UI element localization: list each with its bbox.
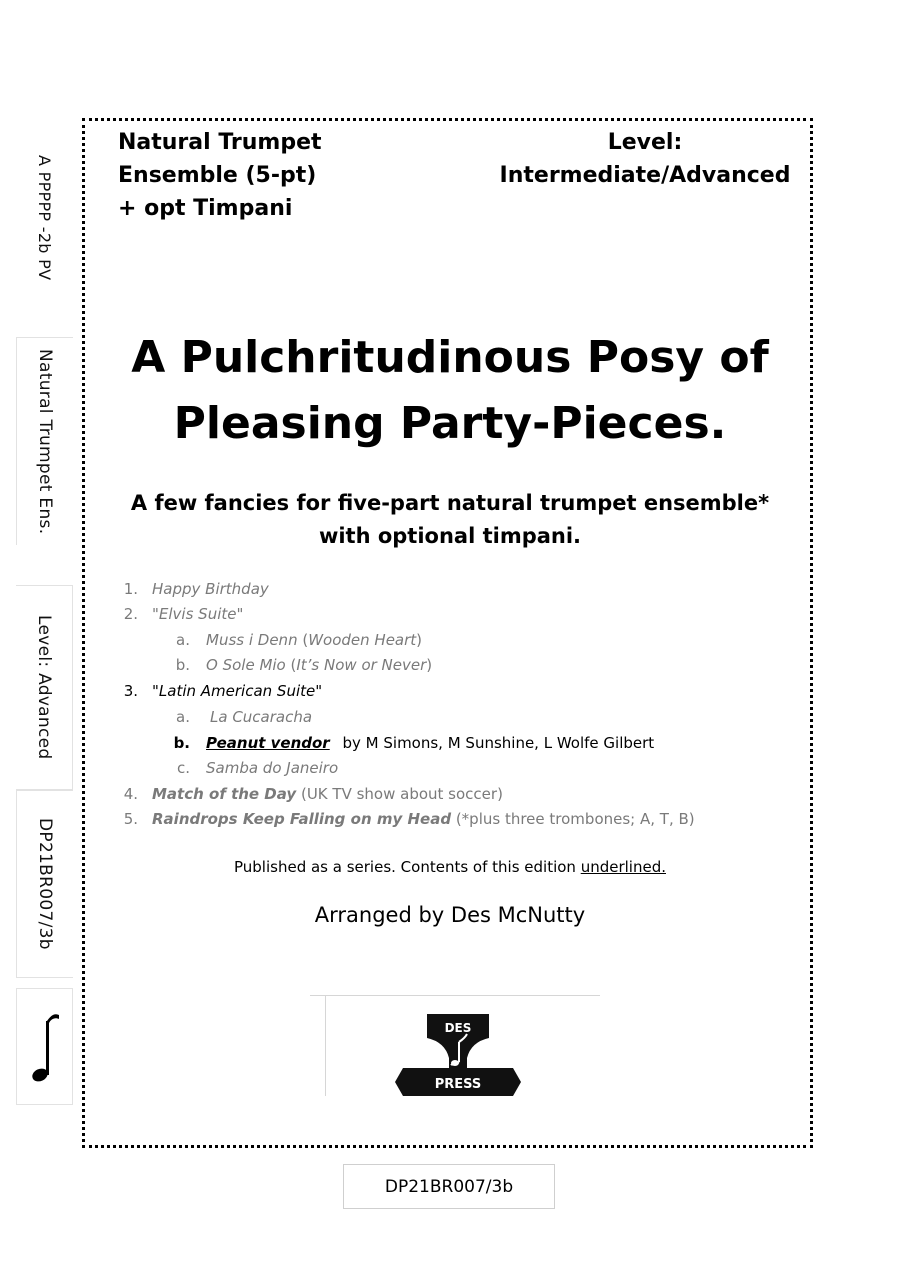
spine-level-text: Level: Advanced xyxy=(34,615,54,760)
list-number: a. xyxy=(176,631,190,649)
list-title: Match of the Day xyxy=(152,785,297,803)
title-line: A Pulchritudinous Posy of xyxy=(131,332,769,383)
list-paren: ( xyxy=(297,631,309,649)
list-number: b. xyxy=(173,734,190,752)
list-title: "Elvis Suite" xyxy=(152,605,244,623)
published-underlined: underlined. xyxy=(580,858,666,876)
title-line: Pleasing Party-Pieces. xyxy=(173,398,727,449)
list-alt-title: Wooden Heart xyxy=(308,631,417,649)
published-note xyxy=(100,858,800,876)
list-credit: by M Simons, M Sunshine, L Wolfe Gilbert xyxy=(342,734,655,752)
list-number: c. xyxy=(176,759,190,777)
list-title: Happy Birthday xyxy=(152,580,269,598)
subtitle xyxy=(100,487,800,553)
list-title: La Cucaracha xyxy=(210,708,313,726)
list-number: 2. xyxy=(123,605,138,623)
cover-frame xyxy=(82,118,813,1148)
arranger-credit: Arranged by Des McNutty xyxy=(314,903,586,927)
subtitle-line: with optional timpani. xyxy=(318,524,582,548)
list-title: Samba do Janeiro xyxy=(206,759,339,777)
logo-top-word: DES xyxy=(444,1021,472,1035)
page-title xyxy=(100,325,800,457)
spine-catalogue xyxy=(16,118,73,318)
divider xyxy=(310,995,600,996)
list-note: (*plus three trombones; A, T, B) xyxy=(451,810,695,828)
spine-catalogue-text: A PPPPP -2b PV xyxy=(35,155,54,281)
list-title: Muss i Denn xyxy=(206,631,298,649)
spine-ensemble-text: Natural Trumpet Ens. xyxy=(35,348,55,535)
level-line: Level: xyxy=(607,130,683,155)
instrumentation-line: + opt Timpani xyxy=(118,196,293,221)
spine-code-text: DP21BR007/3b xyxy=(35,818,55,950)
divider xyxy=(325,996,326,1096)
list-number: b. xyxy=(175,656,190,674)
logo-bottom-word: PRESS xyxy=(434,1077,482,1092)
list-note: (UK TV show about soccer) xyxy=(296,785,503,803)
level-line: Intermediate/Advanced xyxy=(499,163,791,188)
list-number: 5. xyxy=(123,810,138,828)
spine-note xyxy=(16,988,73,1105)
spine-level xyxy=(16,585,73,790)
spine-ensemble xyxy=(16,337,73,545)
level-heading xyxy=(480,126,810,192)
eighth-note-icon xyxy=(30,1007,60,1087)
list-number: 1. xyxy=(123,580,138,598)
list-number: a. xyxy=(176,708,190,726)
catalogue-code: DP21BR007/3b xyxy=(343,1164,555,1209)
spine-code xyxy=(16,790,73,978)
des-press-logo xyxy=(395,1012,521,1096)
list-title: "Latin American Suite" xyxy=(152,682,323,700)
list-number: 3. xyxy=(123,682,138,700)
list-title: Peanut vendor xyxy=(206,734,330,752)
instrumentation-line: Natural Trumpet xyxy=(118,130,322,155)
list-alt-title: It’s Now or Never xyxy=(296,656,427,674)
list-paren: ) xyxy=(426,656,433,674)
subtitle-line: A few fancies for five-part natural trumpet ensemble* xyxy=(130,491,770,515)
list-title: O Sole Mio xyxy=(206,656,286,674)
list-paren: ( xyxy=(285,656,297,674)
instrumentation-line: Ensemble (5-pt) xyxy=(118,163,317,188)
list-number: 4. xyxy=(123,785,138,803)
published-text: Published as a series. Contents of this edition xyxy=(234,858,581,876)
list-title: Raindrops Keep Falling on my Head xyxy=(152,810,452,828)
instrumentation xyxy=(118,126,418,225)
list-paren: ) xyxy=(416,631,423,649)
